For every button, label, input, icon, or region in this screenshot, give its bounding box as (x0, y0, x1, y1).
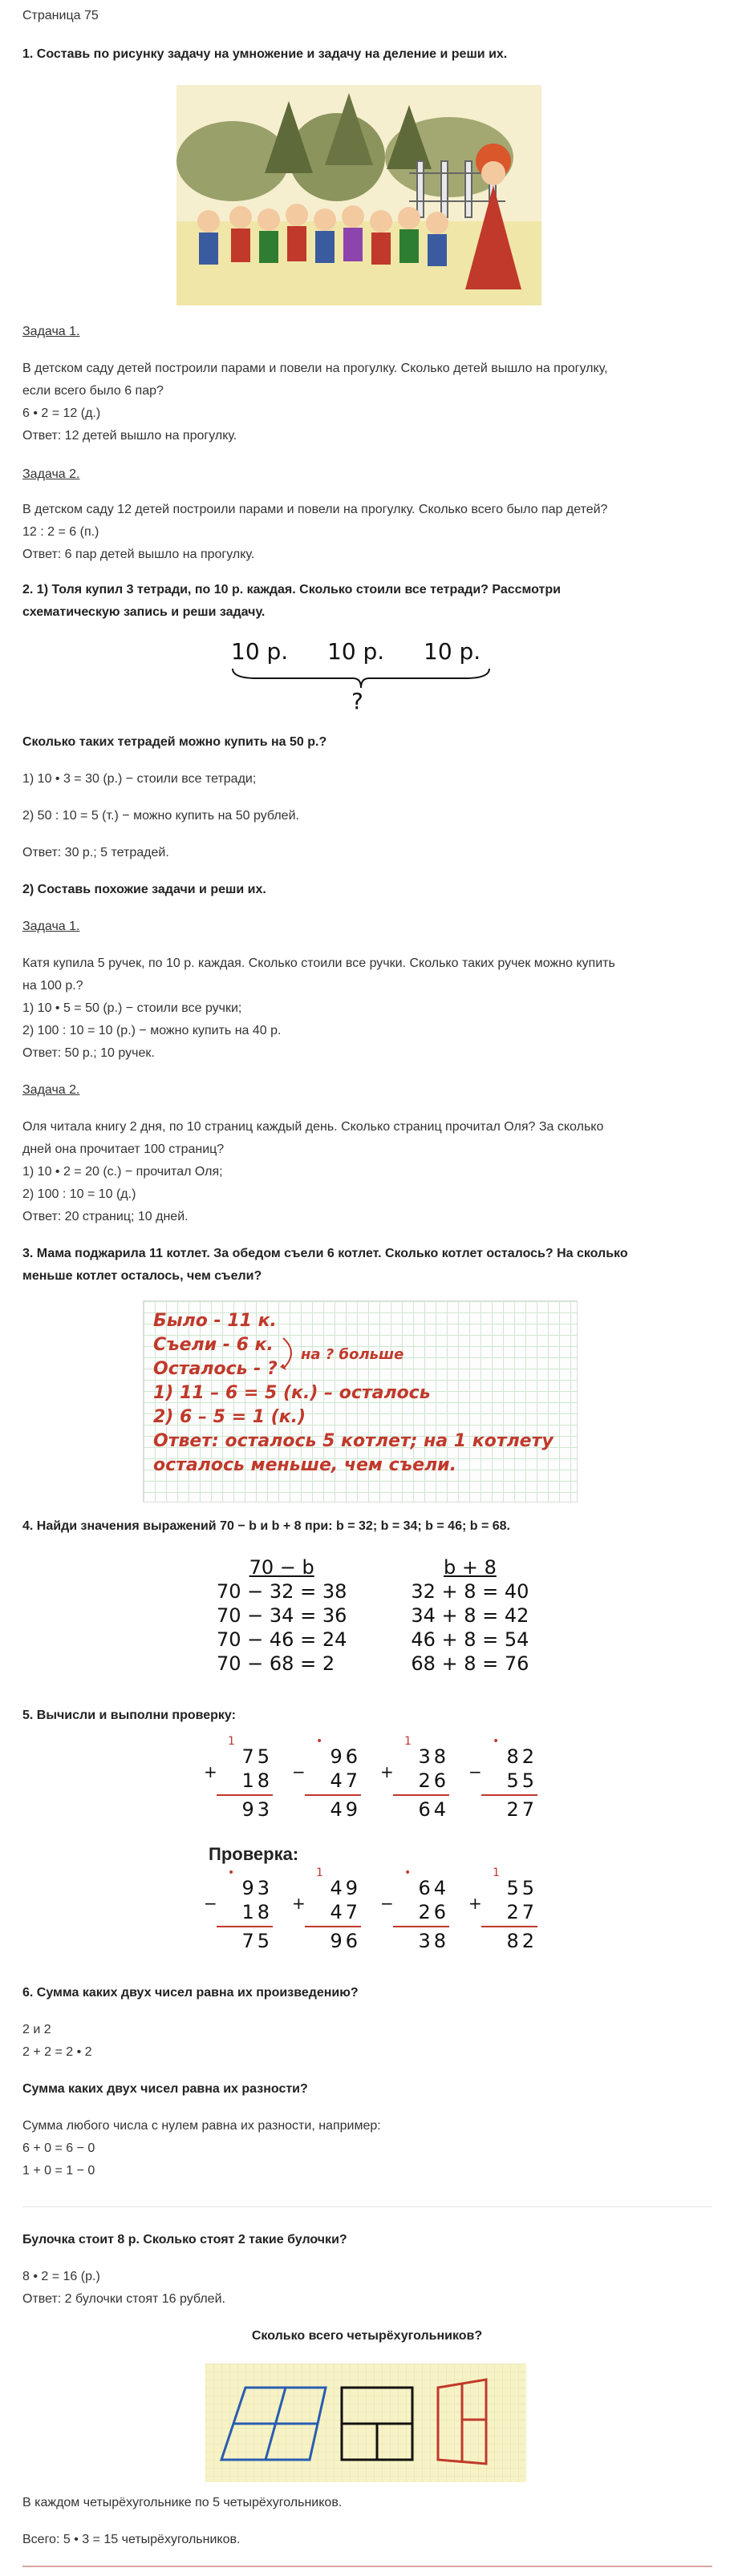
task3-line-5: 2) 6 – 5 = 1 (к.) (153, 1407, 306, 1427)
expr-row: 68 + 8 = 76 (411, 1652, 529, 1675)
column-calc (204, 1735, 273, 1822)
result: 27 (506, 1798, 537, 1821)
task3-more-label: на ? больше (301, 1346, 404, 1363)
task6-answer: 2 и 2 2 + 2 = 2 • 2 (22, 2023, 92, 2059)
operand-b: 26 (418, 1901, 449, 1923)
scheme-segment-2: 10 р. (327, 638, 385, 665)
operand-b: 55 (506, 1769, 537, 1792)
sum-line (217, 1926, 273, 1927)
sum-line (305, 1794, 361, 1796)
task1-header: 1. Составь по рисунку задачу на умножение и задачу на деление и реши их. (22, 47, 508, 61)
sum-line (481, 1926, 537, 1927)
task2-problem2-label: Задача 2. (22, 1083, 80, 1097)
task3-line-3: Осталось - ? (153, 1359, 278, 1379)
operand-a: 49 (330, 1877, 361, 1899)
operation-sign: − (380, 1894, 394, 1913)
check-label: Проверка: (209, 1844, 299, 1864)
expr-row: 34 + 8 = 42 (411, 1604, 529, 1627)
scheme-segment-3: 10 р. (424, 638, 481, 665)
task4-table (209, 1555, 545, 1676)
result: 96 (330, 1930, 361, 1952)
carry-mark: 1 (493, 1866, 500, 1879)
task3-line-2: Съели - 6 к. (153, 1335, 274, 1355)
expr-row: 70 − 68 = 2 (217, 1652, 335, 1675)
task6-answer2: Сумма любого числа с нулем равна их разности, например: 6 + 0 = 6 − 0 1 + 0 = 1 − 0 (22, 2119, 381, 2178)
children-walk-illustration (176, 85, 541, 305)
task5-row2 (201, 1866, 554, 1953)
operation-sign: − (292, 1762, 306, 1781)
task3-header: 3. Мама поджарила 11 котлет. За обедом съели 6 котлет. Сколько котлет осталось? На сколько меньше котлет осталось, чем съели? (22, 1247, 628, 1283)
sum-line (393, 1794, 449, 1796)
operand-b: 27 (506, 1901, 537, 1923)
carry-mark: • (493, 1735, 500, 1748)
task3-line-4: 1) 11 – 6 = 5 (к.) – осталось (153, 1383, 431, 1403)
task1-problem2: В детском саду 12 детей построили парами и повели на прогулку. Сколько всего было пар детей? 12 : 2 = 6 (п.) Ответ: 6 пар детей вышло на прогулку. (22, 503, 608, 561)
carry-mark: 1 (316, 1866, 323, 1879)
result: 49 (330, 1798, 361, 1821)
task6-header: 6. Сумма каких двух чисел равна их произведению? (22, 1986, 359, 2000)
column-calc (468, 1866, 537, 1953)
quads-text2: Всего: 5 • 3 = 15 четырёхугольников. (22, 2533, 241, 2546)
column-calc (292, 1735, 361, 1822)
operand-a: 82 (506, 1745, 537, 1768)
result: 38 (418, 1930, 449, 1952)
col2-head: b + 8 (443, 1556, 497, 1579)
operand-b: 18 (241, 1901, 273, 1923)
operand-b: 26 (418, 1769, 449, 1792)
column-calc (380, 1735, 449, 1822)
result: 93 (241, 1798, 273, 1821)
task4-header: 4. Найди значения выражений 70 − b и b + 8 при: b = 32; b = 34; b = 46; b = 68. (22, 1519, 510, 1533)
task2-problem2: Оля читала книгу 2 дня, по 10 страниц каждый день. Сколько страниц прочитал Оля? За сколько дней она прочитает 100 страниц? 1) 10 • 2 = 20 (с.) − прочитал Оля; 2) 100 : 10 = 10 (д.) Ответ: 20 страниц; 10 дней. (22, 1120, 604, 1223)
quads-header: Сколько всего четырёхугольников? (251, 2329, 483, 2343)
operand-a: 75 (241, 1745, 273, 1768)
operation-sign: + (204, 1762, 217, 1781)
bulochka-solution: 8 • 2 = 16 (р.) Ответ: 2 булочки стоят 16 рублей. (22, 2270, 225, 2306)
column-calc (380, 1866, 449, 1953)
task2-question2: Сколько таких тетрадей можно купить на 50 р.? (22, 735, 327, 749)
expr-row: 70 − 32 = 38 (217, 1580, 347, 1603)
task2-part2-header: 2) Составь похожие задачи и реши их. (22, 883, 266, 896)
task5-row1 (201, 1735, 554, 1822)
operand-a: 38 (418, 1745, 449, 1768)
result: 82 (506, 1930, 537, 1952)
expr-row: 70 − 46 = 24 (217, 1628, 347, 1651)
col1-head: 70 − b (249, 1556, 314, 1579)
quads-text1: В каждом четырёхугольнике по 5 четырёхугольников. (22, 2496, 343, 2509)
bottom-line (22, 2566, 712, 2567)
scheme-question: ? (351, 688, 363, 714)
operand-b: 18 (241, 1769, 273, 1792)
task2-problem1-label: Задача 1. (22, 920, 80, 933)
task3-line-1: Было - 11 к. (153, 1311, 277, 1331)
column-calc (292, 1866, 361, 1953)
carry-mark: • (404, 1866, 412, 1879)
column-calc (204, 1866, 273, 1953)
sum-line (305, 1926, 361, 1927)
task2-header: 2. 1) Толя купил 3 тетради, по 10 р. каждая. Сколько стоили все тетради? Рассмотри схематическую запись и реши задачу. (22, 583, 561, 619)
scheme-segment-1: 10 р. (231, 638, 289, 665)
page-title: Страница 75 (22, 9, 99, 22)
task1-problem2-label: Задача 2. (22, 467, 80, 481)
task3-solution-notebook (143, 1300, 578, 1502)
carry-mark: • (316, 1735, 323, 1748)
bulochka-header: Булочка стоит 8 р. Сколько стоят 2 такие булочки? (22, 2233, 347, 2246)
operation-sign: + (468, 1894, 482, 1913)
carry-mark: • (228, 1866, 235, 1879)
result: 75 (241, 1930, 273, 1952)
task1-problem1-label: Задача 1. (22, 325, 80, 338)
sum-line (393, 1926, 449, 1927)
divider (22, 2206, 712, 2207)
sum-line (481, 1794, 537, 1796)
operation-sign: − (204, 1894, 217, 1913)
operation-sign: − (468, 1762, 482, 1781)
result: 64 (418, 1798, 449, 1821)
expr-row: 46 + 8 = 54 (411, 1628, 529, 1651)
carry-mark: 1 (404, 1735, 412, 1748)
operand-a: 55 (506, 1877, 537, 1899)
task3-line-6: Ответ: осталось 5 котлет; на 1 котлету (153, 1431, 554, 1451)
task2-step1: 1) 10 • 3 = 30 (р.) − стоили все тетради; (22, 772, 257, 786)
task6-header2: Сумма каких двух чисел равна их разности? (22, 2082, 308, 2096)
operand-a: 96 (330, 1745, 361, 1768)
operand-a: 64 (418, 1877, 449, 1899)
task5-header: 5. Вычисли и выполни проверку: (22, 1709, 236, 1722)
operand-a: 93 (241, 1877, 273, 1899)
column-calc (468, 1735, 537, 1822)
task3-line-7: осталось меньше, чем съели. (153, 1455, 456, 1475)
expr-row: 32 + 8 = 40 (411, 1580, 529, 1603)
task2-step2: 2) 50 : 10 = 5 (т.) − можно купить на 50 рублей. (22, 809, 299, 823)
operand-b: 47 (330, 1769, 361, 1792)
carry-mark: 1 (228, 1735, 235, 1748)
expr-row: 70 − 34 = 36 (217, 1604, 347, 1627)
sum-line (217, 1794, 273, 1796)
operation-sign: + (380, 1762, 394, 1781)
task2-answer: Ответ: 30 р.; 5 тетрадей. (22, 846, 169, 859)
quadrilaterals-figure (205, 2364, 526, 2482)
task2-problem1: Катя купила 5 ручек, по 10 р. каждая. Сколько стоили все ручки. Сколько таких ручек можно купить на 100 р.? 1) 10 • 5 = 50 (р.) − стоили все ручки; 2) 100 : 10 = 10 (р.) − можно купить на 40 р. Ответ: 50 р.; 10 ручек. (22, 956, 615, 1060)
operation-sign: + (292, 1894, 306, 1913)
task1-problem1: В детском саду детей построили парами и повели на прогулку. Сколько детей вышло на прогулку, если всего было 6 пар? 6 • 2 = 12 (д.) Ответ: 12 детей вышло на прогулку. (22, 362, 608, 443)
scheme-diagram (225, 638, 513, 718)
operand-b: 47 (330, 1901, 361, 1923)
